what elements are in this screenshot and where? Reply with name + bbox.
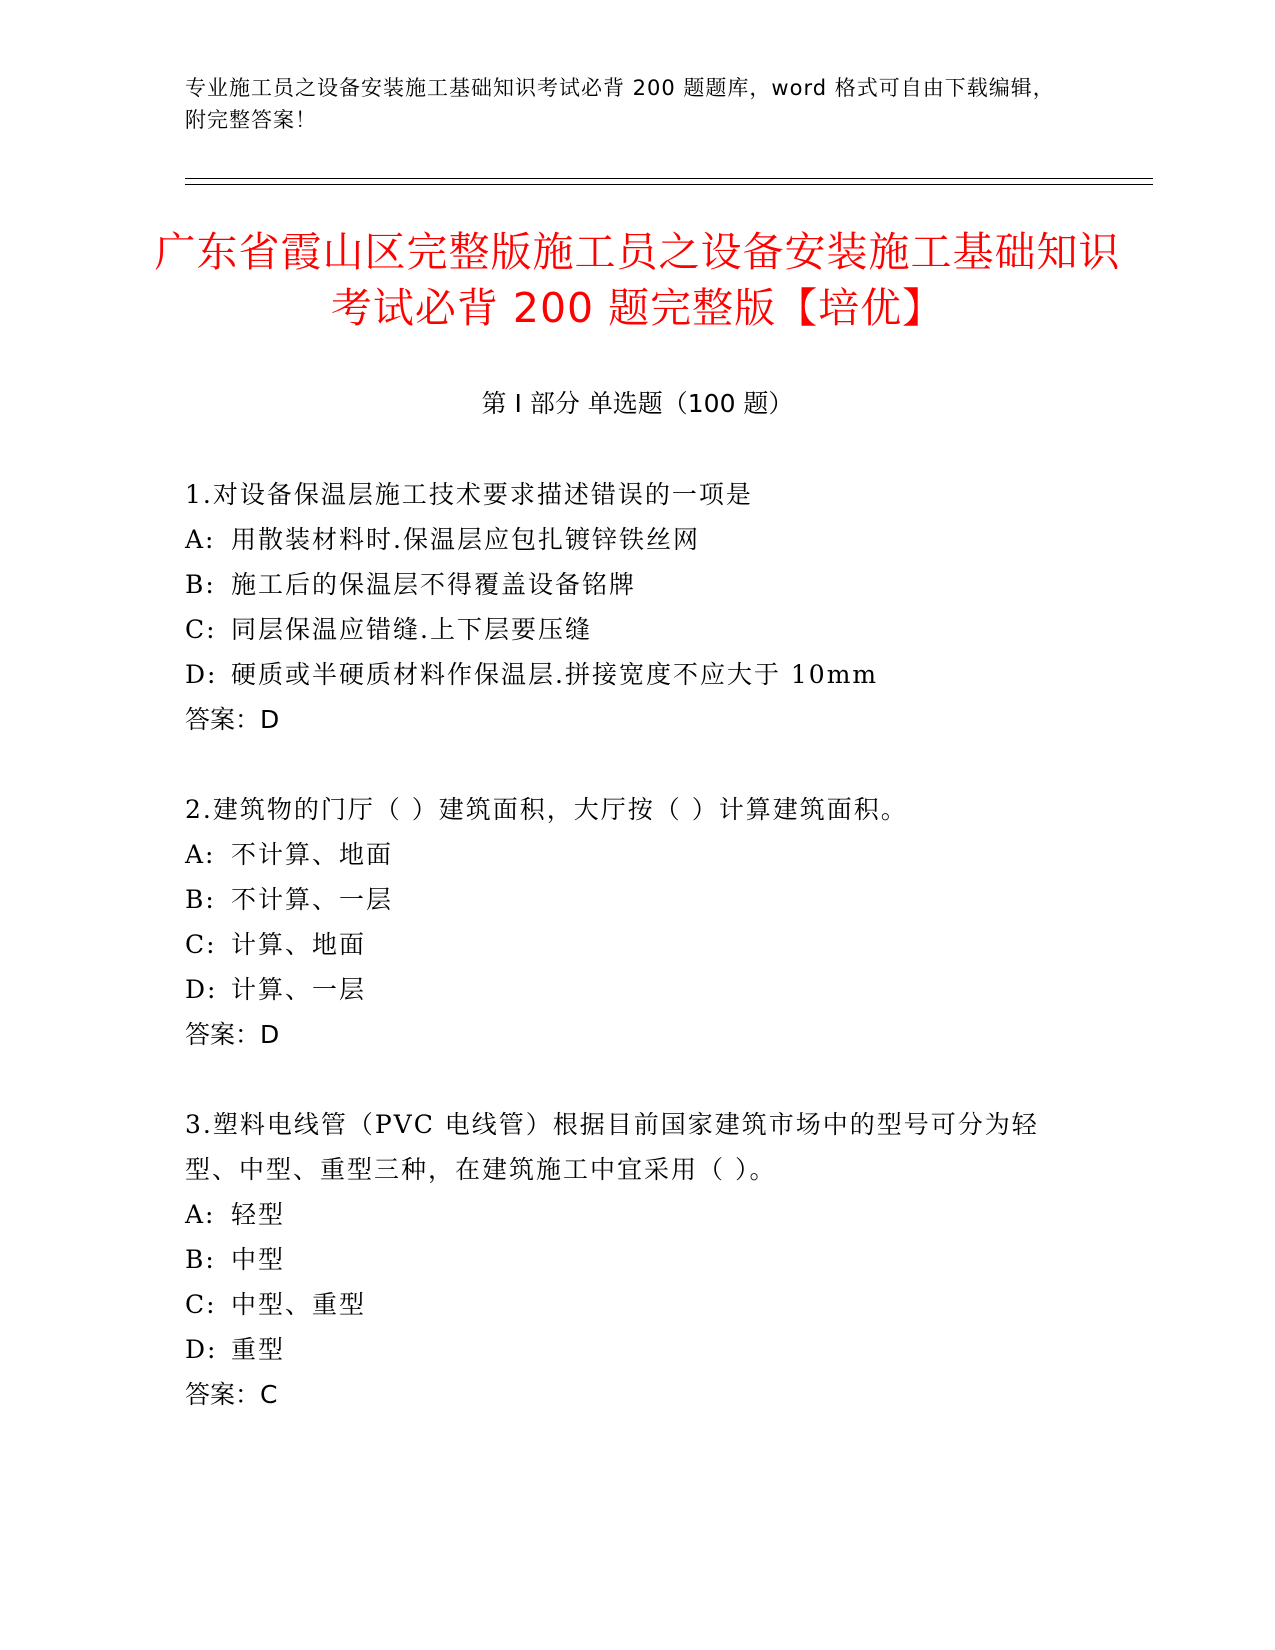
option-text: 重型 xyxy=(231,1335,286,1364)
header-divider-line xyxy=(185,178,1153,179)
option-text: 计算、一层 xyxy=(231,975,367,1004)
option-text: 不计算、一层 xyxy=(231,885,394,914)
question-block xyxy=(185,1102,1085,1417)
option-text: 硬质或半硬质材料作保温层.拼接宽度不应大于 10mm xyxy=(231,660,879,689)
question-block xyxy=(185,787,1085,1057)
question-option xyxy=(185,967,1085,1012)
option-letter: B: xyxy=(185,885,216,914)
question-option xyxy=(185,1192,1085,1237)
document-title: 广东省霞山区完整版施工员之设备安装施工基础知识考试必背 200 题完整版【培优】 xyxy=(154,228,1121,332)
question-block xyxy=(185,472,1085,742)
option-letter: B: xyxy=(185,1245,216,1274)
option-text: 不计算、地面 xyxy=(231,840,394,869)
option-letter: D: xyxy=(185,660,218,689)
question-stem: 1.对设备保温层施工技术要求描述错误的一项是 xyxy=(185,480,753,509)
option-letter: D: xyxy=(185,1335,218,1364)
option-letter: A: xyxy=(185,840,216,869)
option-text: 轻型 xyxy=(231,1200,286,1229)
option-text: 施工后的保温层不得覆盖设备铭牌 xyxy=(231,570,637,599)
header-note: 专业施工员之设备安装施工基础知识考试必背 200 题题库，word 格式可自由下载编辑，附完整答案！ xyxy=(185,76,1055,132)
option-letter: B: xyxy=(185,570,216,599)
header-divider-line-second xyxy=(185,184,1153,185)
section-heading: 第 I 部分 单选题（100 题） xyxy=(481,389,794,418)
option-letter: C: xyxy=(185,615,217,644)
question-stem: 3.塑料电线管（PVC 电线管）根据目前国家建筑市场中的型号可分为轻型、中型、重型三种，在建筑施工中宜采用（ ）。 xyxy=(185,1110,1039,1184)
question-stem: 2.建筑物的门厅（ ）建筑面积，大厅按（ ）计算建筑面积。 xyxy=(185,795,908,824)
question-option xyxy=(185,1237,1085,1282)
option-letter: A: xyxy=(185,525,216,554)
question-option xyxy=(185,607,1085,652)
option-text: 同层保温应错缝.上下层要压缝 xyxy=(231,615,592,644)
question-option xyxy=(185,1327,1085,1372)
option-text: 用散装材料时.保温层应包扎镀锌铁丝网 xyxy=(231,525,700,554)
option-letter: C: xyxy=(185,930,217,959)
question-option xyxy=(185,517,1085,562)
option-letter: C: xyxy=(185,1290,217,1319)
option-letter: A: xyxy=(185,1200,216,1229)
question-option xyxy=(185,652,1085,697)
question-answer: 答案：D xyxy=(185,1020,280,1049)
option-letter: D: xyxy=(185,975,218,1004)
question-option xyxy=(185,832,1085,877)
question-answer: 答案：C xyxy=(185,1380,278,1409)
option-text: 计算、地面 xyxy=(231,930,367,959)
question-option xyxy=(185,877,1085,922)
question-answer: 答案：D xyxy=(185,705,280,734)
option-text: 中型、重型 xyxy=(231,1290,367,1319)
question-option xyxy=(185,922,1085,967)
question-option xyxy=(185,1282,1085,1327)
option-text: 中型 xyxy=(231,1245,286,1274)
question-option xyxy=(185,562,1085,607)
